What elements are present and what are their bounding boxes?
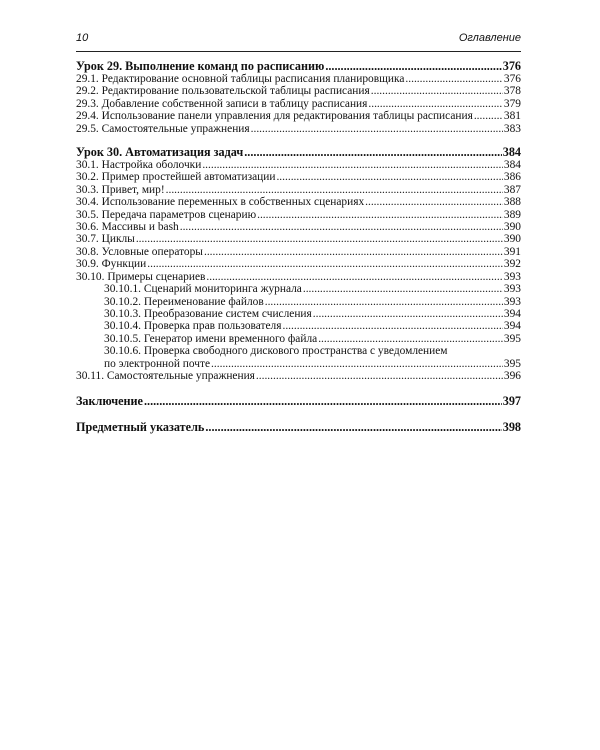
item-title: 30.10.5. Генератор имени временного файла [104, 332, 318, 345]
dot-leader [474, 110, 503, 122]
dot-leader [211, 358, 503, 370]
item-page: 394 [503, 307, 521, 320]
item-title: 29.5. Самостоятельные упражнения [76, 122, 250, 135]
toc-item-30-10[interactable] [76, 271, 521, 283]
toc-chapter-lesson-30[interactable] [76, 145, 521, 159]
toc-chapter-conclusion[interactable] [76, 394, 521, 408]
dot-leader [166, 184, 503, 196]
toc-chapter-lesson-29[interactable] [76, 59, 521, 73]
dot-leader [282, 320, 502, 332]
item-title: 30.10.4. Проверка прав пользователя [104, 320, 282, 333]
item-title: 30.3. Привет, мир! [76, 183, 165, 196]
dot-leader [368, 98, 503, 110]
item-page: 396 [503, 369, 521, 382]
item-page: 393 [503, 270, 521, 283]
dot-leader [265, 296, 503, 308]
header-rule [76, 51, 521, 52]
item-page: 390 [503, 233, 521, 246]
toc-item-30-10-1[interactable] [76, 283, 521, 295]
item-page: 388 [503, 196, 521, 209]
toc-item-30-1[interactable] [76, 159, 521, 171]
dot-leader [325, 59, 501, 73]
chapter-title: Заключение [76, 394, 143, 409]
item-title: 30.11. Самостоятельные упражнения [76, 369, 255, 382]
item-title: 30.2. Пример простейшей автоматизации [76, 171, 276, 184]
dot-leader [144, 394, 502, 408]
item-page: 379 [503, 97, 521, 110]
toc-item-30-5[interactable] [76, 209, 521, 221]
item-title: 30.1. Настройка оболочки [76, 159, 202, 172]
item-page: 384 [503, 159, 521, 172]
chapter-page: 397 [502, 394, 521, 409]
toc-item-30-10-3[interactable] [76, 308, 521, 320]
item-title: 30.5. Передача параметров сценарию [76, 208, 257, 221]
toc-item-30-11[interactable] [76, 370, 521, 382]
toc-item-29-3[interactable] [76, 98, 521, 110]
item-title: 30.9. Функции [76, 258, 147, 271]
item-page: 378 [503, 85, 521, 98]
toc-item-30-8[interactable] [76, 246, 521, 258]
chapter-title: Урок 29. Выполнение команд по расписанию [76, 59, 325, 73]
dot-leader [256, 370, 503, 382]
item-title: 30.10.1. Сценарий мониторинга журнала [104, 283, 302, 296]
toc-item-29-4[interactable] [76, 110, 521, 122]
item-page: 387 [503, 183, 521, 196]
dot-leader [257, 209, 503, 221]
item-title: 30.8. Условные операторы [76, 245, 203, 258]
item-title: 30.10.3. Преобразование систем счисления [104, 307, 312, 320]
item-page: 395 [503, 332, 521, 345]
chapter-page: 384 [502, 145, 521, 160]
item-page: 376 [503, 73, 521, 85]
dot-leader [251, 123, 503, 135]
item-title: 30.10. Примеры сценариев [76, 270, 206, 283]
running-section-title: Оглавление [458, 32, 521, 44]
toc-item-30-3[interactable] [76, 184, 521, 196]
toc-item-30-4[interactable] [76, 196, 521, 208]
item-title: 29.4. Использование панели управления для редактирования таблицы расписания [76, 110, 473, 123]
toc-item-30-7[interactable] [76, 233, 521, 245]
toc-item-30-10-5[interactable] [76, 333, 521, 345]
item-title: 29.1. Редактирование основной таблицы расписания планировщика [76, 73, 405, 85]
toc-item-30-10-4[interactable] [76, 320, 521, 332]
item-title: 29.2. Редактирование пользовательской таблицы расписания [76, 85, 370, 98]
dot-leader [303, 283, 503, 295]
toc-item-30-2[interactable] [76, 171, 521, 183]
dot-leader [205, 420, 501, 434]
chapter-title: Предметный указатель [76, 420, 205, 435]
item-page: 383 [503, 122, 521, 135]
dot-leader [276, 171, 502, 183]
toc-item-30-6[interactable] [76, 221, 521, 233]
toc-item-30-10-2[interactable] [76, 296, 521, 308]
dot-leader [371, 85, 503, 97]
item-page: 381 [503, 110, 521, 123]
item-title: 30.10.2. Переименование файлов [104, 295, 264, 308]
item-page: 390 [503, 221, 521, 234]
item-title: 29.3. Добавление собственной записи в таблицу расписания [76, 97, 368, 110]
toc-item-30-10-6-continued[interactable] [76, 358, 521, 370]
dot-leader [202, 159, 503, 171]
item-page: 395 [503, 357, 521, 370]
item-title: 30.10.6. Проверка свободного дискового пространства с уведомлением [104, 345, 448, 358]
item-page: 393 [503, 295, 521, 308]
item-title-continued: по электронной почте [104, 357, 211, 370]
dot-leader [313, 308, 503, 320]
dot-leader [206, 271, 503, 283]
toc-item-30-10-6[interactable] [76, 345, 521, 357]
dot-leader [244, 145, 501, 159]
dot-leader [405, 73, 503, 85]
dot-leader [136, 233, 503, 245]
toc-item-29-1[interactable] [76, 73, 521, 85]
toc-item-29-5[interactable] [76, 123, 521, 135]
running-header [76, 32, 521, 52]
dot-leader [204, 246, 503, 258]
item-title: 30.6. Массивы и bash [76, 221, 179, 234]
item-page: 391 [503, 245, 521, 258]
chapter-page: 376 [502, 59, 521, 73]
page-number: 10 [76, 32, 89, 44]
chapter-page: 398 [502, 420, 521, 435]
item-page: 392 [503, 258, 521, 271]
dot-leader [318, 333, 503, 345]
toc-item-30-9[interactable] [76, 258, 521, 270]
toc-item-29-2[interactable] [76, 85, 521, 97]
dot-leader [147, 258, 503, 270]
item-title: 30.7. Циклы [76, 233, 135, 246]
dot-leader [180, 221, 503, 233]
item-page: 394 [503, 320, 521, 333]
item-title: 30.4. Использование переменных в собственных сценариях [76, 196, 365, 209]
dot-leader [365, 196, 503, 208]
table-of-contents [76, 59, 521, 434]
item-page: 389 [503, 208, 521, 221]
item-page: 393 [503, 283, 521, 296]
item-page: 386 [503, 171, 521, 184]
chapter-title: Урок 30. Автоматизация задач [76, 145, 244, 160]
toc-chapter-index[interactable] [76, 420, 521, 434]
